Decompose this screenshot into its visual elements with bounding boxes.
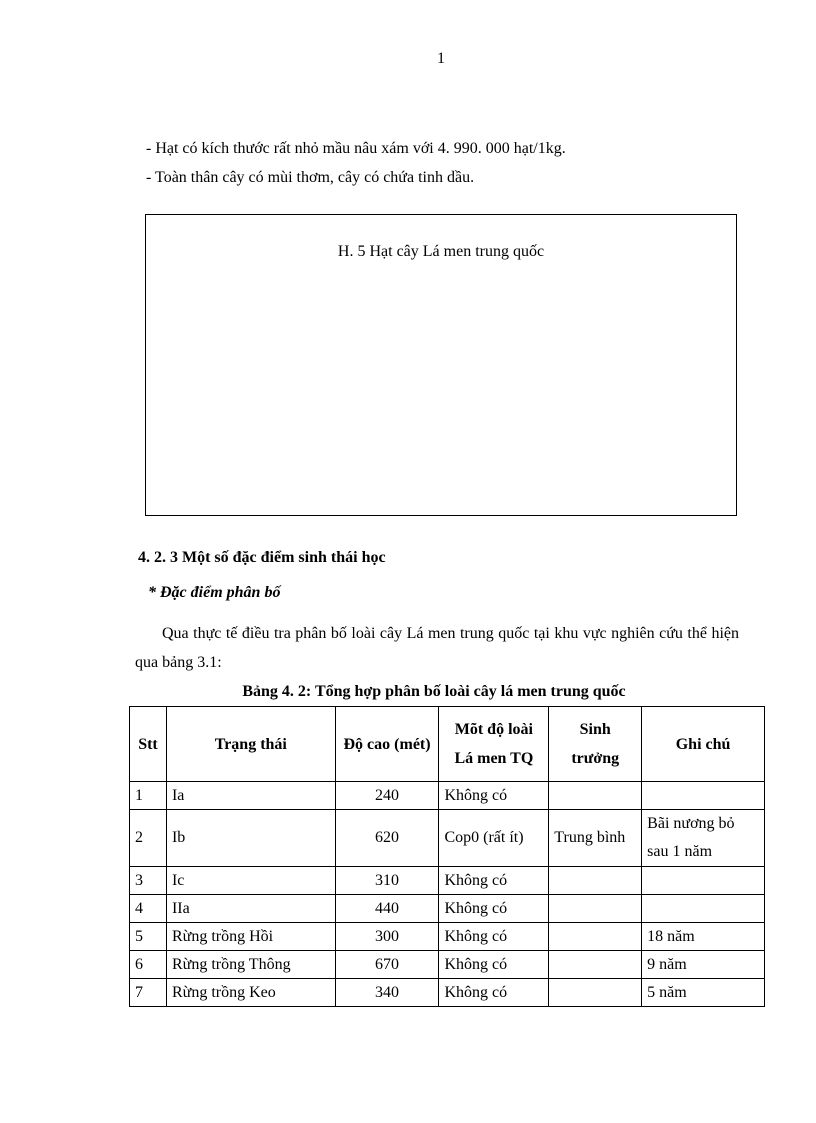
cell-ghi-chu: Bãi nương bỏ sau 1 năm [642,810,765,867]
table-row [130,810,765,867]
cell-mat-do: Không có [439,867,549,895]
cell-do-cao: 620 [335,810,439,867]
cell-do-cao: 300 [335,923,439,951]
cell-sinh-truong [549,895,642,923]
table-row [130,951,765,979]
cell-ghi-chu: 18 năm [642,923,765,951]
table-row [130,979,765,1007]
cell-mat-do: Không có [439,951,549,979]
cell-ghi-chu: 5 năm [642,979,765,1007]
header-ghi-chu: Ghi chú [642,707,765,782]
distribution-table [129,706,765,1007]
header-stt: Stt [130,707,167,782]
page-number: 1 [437,50,445,67]
cell-sinh-truong [549,867,642,895]
figure-caption: H. 5 Hạt cây Lá men trung quốc [337,243,545,260]
cell-stt: 2 [130,810,167,867]
cell-stt: 7 [130,979,167,1007]
cell-trang-thai: Rừng trồng Hồi [166,923,335,951]
cell-do-cao: 440 [335,895,439,923]
cell-trang-thai: Ia [166,782,335,810]
cell-sinh-truong [549,782,642,810]
body-paragraph: Qua thực tế điều tra phân bố loài cây Lá men trung quốc tại khu vực nghiên cứu thể hiện qua bảng 3.1: [135,625,739,671]
cell-stt: 5 [130,923,167,951]
header-sinh-truong: Sinh trưởng [549,707,642,782]
cell-ghi-chu [642,895,765,923]
cell-mat-do: Không có [439,979,549,1007]
cell-trang-thai: IIa [166,895,335,923]
cell-mat-do: Cop0 (rất ít) [439,810,549,867]
cell-trang-thai: Ic [166,867,335,895]
table-row [130,923,765,951]
cell-do-cao: 310 [335,867,439,895]
bullet-aroma: - Toàn thân cây có mùi thơm, cây có chứa tinh dầu. [146,169,475,186]
cell-mat-do: Không có [439,895,549,923]
cell-do-cao: 240 [335,782,439,810]
cell-do-cao: 340 [335,979,439,1007]
table-row [130,782,765,810]
header-do-cao: Độ cao (mét) [335,707,439,782]
section-heading: 4. 2. 3 Một số đặc điểm sinh thái học [138,549,386,566]
table-header-row [130,707,765,782]
cell-stt: 6 [130,951,167,979]
cell-trang-thai: Rừng trồng Keo [166,979,335,1007]
cell-do-cao: 670 [335,951,439,979]
header-trang-thai: Trạng thái [166,707,335,782]
table-title: Bảng 4. 2: Tổng hợp phân bố loài cây lá men trung quốc [242,683,626,700]
figure-placeholder [145,214,737,516]
bullet-seed-size: - Hạt có kích thước rất nhỏ mầu nâu xám với 4. 990. 000 hạt/1kg. [146,140,566,157]
cell-sinh-truong [549,951,642,979]
cell-ghi-chu [642,867,765,895]
sub-heading: * Đặc điểm phân bố [148,584,281,601]
cell-mat-do: Không có [439,923,549,951]
header-mat-do: Mõt độ loài Lá men TQ [439,707,549,782]
cell-ghi-chu [642,782,765,810]
cell-sinh-truong [549,923,642,951]
cell-trang-thai: Rừng trồng Thông [166,951,335,979]
cell-stt: 1 [130,782,167,810]
cell-sinh-truong: Trung bình [549,810,642,867]
table-row [130,895,765,923]
cell-sinh-truong [549,979,642,1007]
table-row [130,867,765,895]
cell-stt: 3 [130,867,167,895]
cell-stt: 4 [130,895,167,923]
cell-mat-do: Không có [439,782,549,810]
cell-trang-thai: Ib [166,810,335,867]
cell-ghi-chu: 9 năm [642,951,765,979]
